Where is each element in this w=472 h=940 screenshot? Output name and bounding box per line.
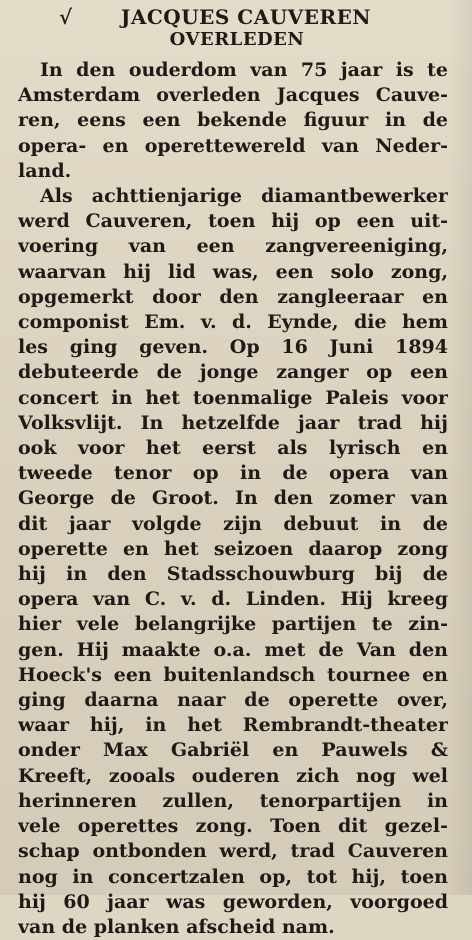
article-line: George de Groot. In den zomer van xyxy=(18,487,448,510)
article-line: Als achttienjarige diamantbewerker xyxy=(40,185,448,208)
article-line: Volksvlijt. In hetzelfde jaar trad hij xyxy=(18,411,448,434)
article-line: herinneren zullen, tenorpartijen in xyxy=(18,789,448,812)
article-line: ook voor het eerst als lyrisch en xyxy=(18,437,448,460)
article-line: componist Em. v. d. Eynde, die hem xyxy=(18,311,448,334)
article-line: werd Cauveren, toen hij op een uit- xyxy=(18,210,448,233)
article-line: nog in concertzalen op, tot hij, toen xyxy=(18,865,448,888)
article-subtitle: OVERLEDEN xyxy=(169,29,305,50)
article-line: waarvan hij lid was, een solo zong, xyxy=(18,260,448,283)
article-line: land. xyxy=(18,159,72,182)
article-line: waar hij, in het Rembrandt-theater xyxy=(18,714,448,737)
article-heading xyxy=(59,5,412,52)
article-line: Hoeck's een buitenlandsch tournee en xyxy=(18,663,448,686)
article-line: tweede tenor op in de opera van xyxy=(18,462,448,485)
article-line: vele operettes zong. Toen dit gezel- xyxy=(18,815,448,838)
article-line: ging daarna naar de operette over, xyxy=(18,689,448,712)
article-line: schap ontbonden werd, trad Cauveren xyxy=(18,840,448,863)
article-line: opera- en operettewereld van Neder- xyxy=(18,134,448,157)
article-body xyxy=(18,58,448,940)
article-line: opera van C. v. d. Linden. Hij kreeg xyxy=(18,588,448,611)
article-line: concert in het toenmalige Paleis voor xyxy=(18,386,448,409)
article-line: debuteerde de jonge zanger op een xyxy=(18,361,448,384)
article-line: les ging geven. Op 16 Juni 1894 xyxy=(18,336,448,359)
article-line: ren, eens een bekende figuur in de xyxy=(18,109,448,132)
article-line: operette en het seizoen daarop zong xyxy=(18,537,448,560)
article-line: opgemerkt door den zangleeraar en xyxy=(18,285,448,308)
article-line: hier vele belangrijke partijen te zin- xyxy=(18,613,448,636)
article-line: onder Max Gabriël en Pauwels & xyxy=(18,739,448,762)
article-line: hij in den Stadsschouwburg bij de xyxy=(18,563,448,586)
article-line: dit jaar volgde zijn debuut in de xyxy=(18,512,448,535)
article-line: In den ouderdom van 75 jaar is te xyxy=(40,59,448,81)
article-line: gen. Hij maakte o.a. met de Van den xyxy=(18,638,448,661)
article-line: voering van een zangvereeniging, xyxy=(18,235,448,258)
paper-edge-shadow xyxy=(448,0,472,895)
check-mark: √ xyxy=(59,5,73,29)
article-title: JACQUES CAUVEREN xyxy=(120,5,372,29)
article-line: Amsterdam overleden Jacques Cauve- xyxy=(18,84,448,107)
article-line: Kreeft, zooals ouderen zich nog wel xyxy=(18,764,448,787)
article-line: van de planken afscheid nam. xyxy=(18,915,335,938)
article-line: hij 60 jaar was geworden, voorgoed xyxy=(18,890,448,913)
